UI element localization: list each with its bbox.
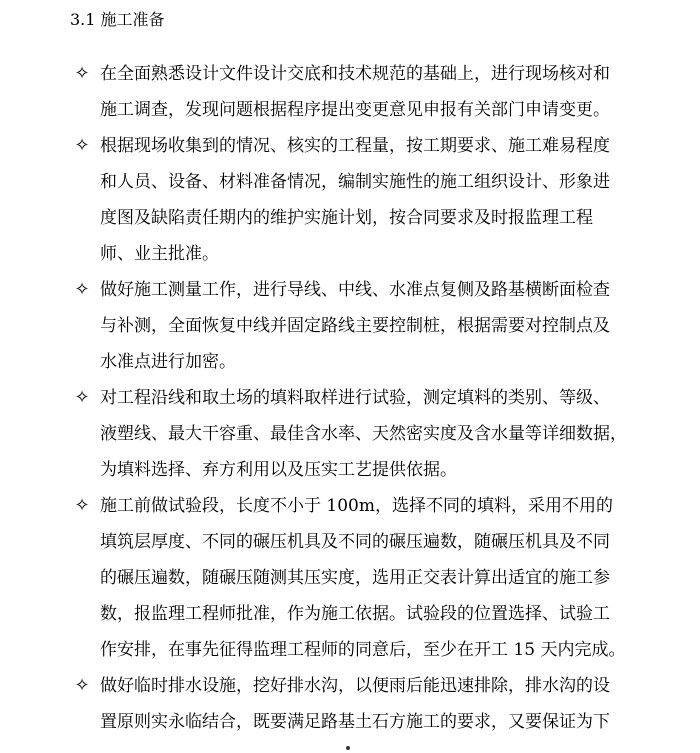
page-footer-dot [346,746,350,750]
paragraph-line: 填筑层厚度、不同的碾压机具及不同的碾压遍数，随碾压机具及不同 [100,532,610,552]
paragraph-line: 为填料选择、弃方利用以及压实工艺提供依据。 [100,460,457,480]
paragraph-line: 作安排，在事先征得监理工程师的同意后，至少在开工 15 天内完成。 [100,640,626,660]
paragraph-line: 度图及缺陷责任期内的维护实施计划，按合同要求及时报监理工程 [100,208,593,228]
bullet-diamond-icon: ✧ [74,675,90,696]
bullet-diamond-icon: ✧ [74,279,90,300]
bullet-diamond-icon: ✧ [74,387,90,408]
paragraph-line: 对工程沿线和取土场的填料取样进行试验，测定填料的类别、等级、 [100,388,610,408]
paragraph-line: 数，报监理工程师批准，作为施工依据。试验段的位置选择、试验工 [100,604,610,624]
paragraph-line: 做好临时排水设施，挖好排水沟，以便雨后能迅速排除，排水沟的设 [100,676,610,696]
paragraph-line: 和人员、设备、材料准备情况，编制实施性的施工组织设计、形象进 [100,172,610,192]
paragraph-line: 施工前做试验段，长度不小于 100m，选择不同的填料，采用不用的 [100,496,613,516]
bullet-diamond-icon: ✧ [74,495,90,516]
section-heading: 3.1 施工准备 [70,10,165,29]
paragraph-line: 与补测，全面恢复中线并固定路线主要控制桩，根据需要对控制点及 [100,316,610,336]
paragraph-line: 根据现场收集到的情况、核实的工程量，按工期要求、施工难易程度 [100,136,610,156]
bullet-diamond-icon: ✧ [74,135,90,156]
paragraph-line: 置原则实永临结合，既要满足路基土石方施工的要求，又要保证为下 [100,712,610,732]
paragraph-line: 师、业主批准。 [100,244,219,264]
paragraph-line: 做好施工测量工作，进行导线、中线、水准点复侧及路基横断面检查 [100,280,610,300]
paragraph-line: 水准点进行加密。 [100,352,236,372]
paragraph-line: 液塑线、最大干容重、最佳含水率、天然密实度及含水量等详细数据， [100,424,627,444]
paragraph-line: 在全面熟悉设计文件设计交底和技术规范的基础上，进行现场核对和 [100,64,610,84]
paragraph-line: 的碾压遍数，随碾压随测其压实度，选用正交表计算出适宜的施工参 [100,568,610,588]
paragraph-line: 施工调查，发现问题根据程序提出变更意见申报有关部门申请变更。 [100,100,610,120]
bullet-diamond-icon: ✧ [74,63,90,84]
